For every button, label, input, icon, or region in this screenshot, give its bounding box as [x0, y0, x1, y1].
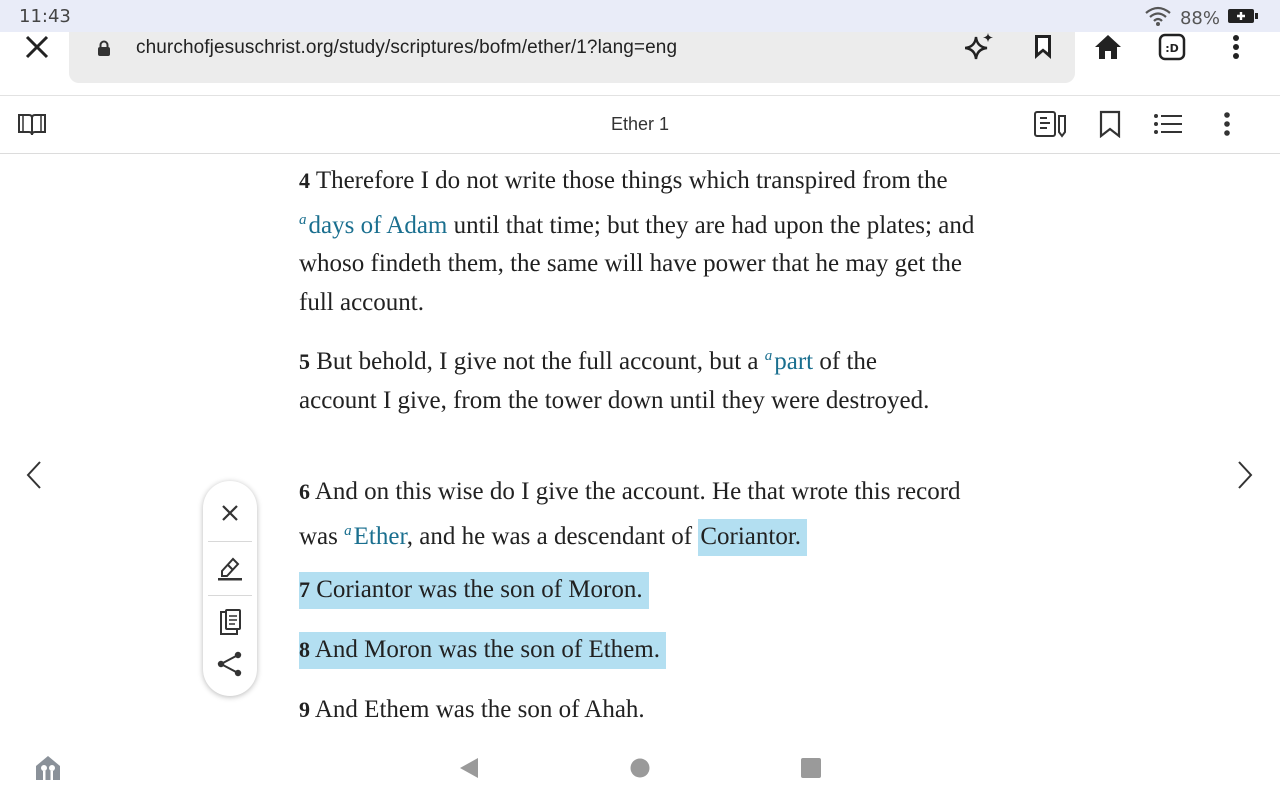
verse-text: And on this wise do I give the account. He that wrote this record was	[299, 478, 961, 550]
footnote-text: days of Adam	[308, 211, 448, 239]
tab-switcher-icon[interactable]	[1157, 32, 1187, 62]
footnote-text: part	[774, 348, 814, 375]
url-text[interactable]: churchofjesuschrist.org/study/scriptures/bofm/ether/1?lang=eng	[136, 37, 678, 58]
status-time: 11:43	[19, 6, 71, 27]
highlighted-text[interactable]	[299, 632, 666, 669]
list-icon[interactable]	[1152, 109, 1184, 139]
verse-7[interactable]	[299, 571, 989, 610]
battery-charging-icon	[1228, 8, 1258, 29]
verse-number: 6	[299, 479, 310, 504]
verse-number: 7	[299, 577, 310, 602]
verse-text: of the account I give, from the tower down until they were destroyed.	[299, 348, 930, 414]
footnote-mark: a	[344, 522, 352, 539]
verse-number: 9	[299, 697, 310, 722]
close-icon[interactable]	[203, 488, 257, 538]
verse-text: But behold, I give not the full account, but a	[316, 348, 765, 375]
verse-number: 4	[299, 168, 310, 193]
back-triangle-icon[interactable]	[455, 754, 483, 782]
address-bar[interactable]	[69, 32, 1075, 83]
verse-number: 8	[299, 637, 310, 662]
verse-text: , and he was a descendant of	[406, 522, 699, 550]
verse-8[interactable]	[299, 631, 989, 670]
more-vert-icon[interactable]	[1222, 32, 1250, 62]
lock-icon	[97, 40, 111, 61]
app-header	[0, 96, 1280, 154]
footnote-link[interactable]	[299, 212, 447, 239]
more-vert-icon[interactable]	[1213, 109, 1241, 139]
verse-text: And Moron was the son of Ethem.	[314, 636, 660, 663]
footnote-mark: a	[764, 348, 773, 364]
home-circle-icon[interactable]	[626, 754, 654, 782]
browser-toolbar	[0, 32, 1280, 96]
verse-text: Coriantor was the son of Moron.	[316, 576, 643, 603]
verse-4[interactable]	[299, 162, 979, 322]
wifi-icon	[1144, 5, 1172, 32]
footnote-mark: a	[299, 211, 307, 228]
battery-percent: 88%	[1179, 8, 1220, 29]
highlighted-text[interactable]: Coriantor.	[698, 519, 807, 556]
chevron-right-icon[interactable]	[1225, 455, 1265, 495]
verse-number: 5	[299, 349, 310, 374]
home-icon[interactable]	[1091, 32, 1125, 62]
tab-switcher-label: :D	[1165, 42, 1179, 55]
bookmark-icon[interactable]	[1029, 32, 1057, 62]
close-icon[interactable]	[18, 32, 56, 62]
verse-text: And Ethem was the son of Ahah.	[314, 696, 645, 723]
selection-toolbar	[203, 481, 257, 696]
bookmark-outline-icon[interactable]	[1096, 109, 1124, 139]
app-home-icon[interactable]	[32, 752, 64, 784]
footnote-text: Ether	[353, 522, 407, 550]
notes-icon[interactable]	[1032, 109, 1068, 139]
chevron-left-icon[interactable]	[14, 455, 54, 495]
highlighter-icon[interactable]	[203, 542, 257, 592]
footnote-link[interactable]	[765, 348, 813, 375]
share-icon[interactable]	[203, 639, 257, 689]
verse-5[interactable]	[299, 337, 949, 420]
verse-6[interactable]	[299, 473, 989, 556]
verse-text: Therefore I do not write those things which transpired from the	[315, 167, 948, 194]
footnote-link[interactable]	[344, 523, 407, 550]
verse-text: until that time; but they are had upon the plates; and whoso findeth them, the same will have power that he may get the full account.	[299, 211, 975, 316]
status-bar	[0, 0, 1280, 32]
recents-square-icon[interactable]	[797, 754, 825, 782]
sparkle-icon[interactable]	[962, 32, 996, 62]
highlighted-text[interactable]	[299, 572, 649, 609]
divider	[208, 595, 252, 596]
chapter-title: Ether 1	[610, 114, 670, 134]
verse-9[interactable]	[299, 691, 989, 730]
system-nav-bar	[0, 740, 1280, 800]
